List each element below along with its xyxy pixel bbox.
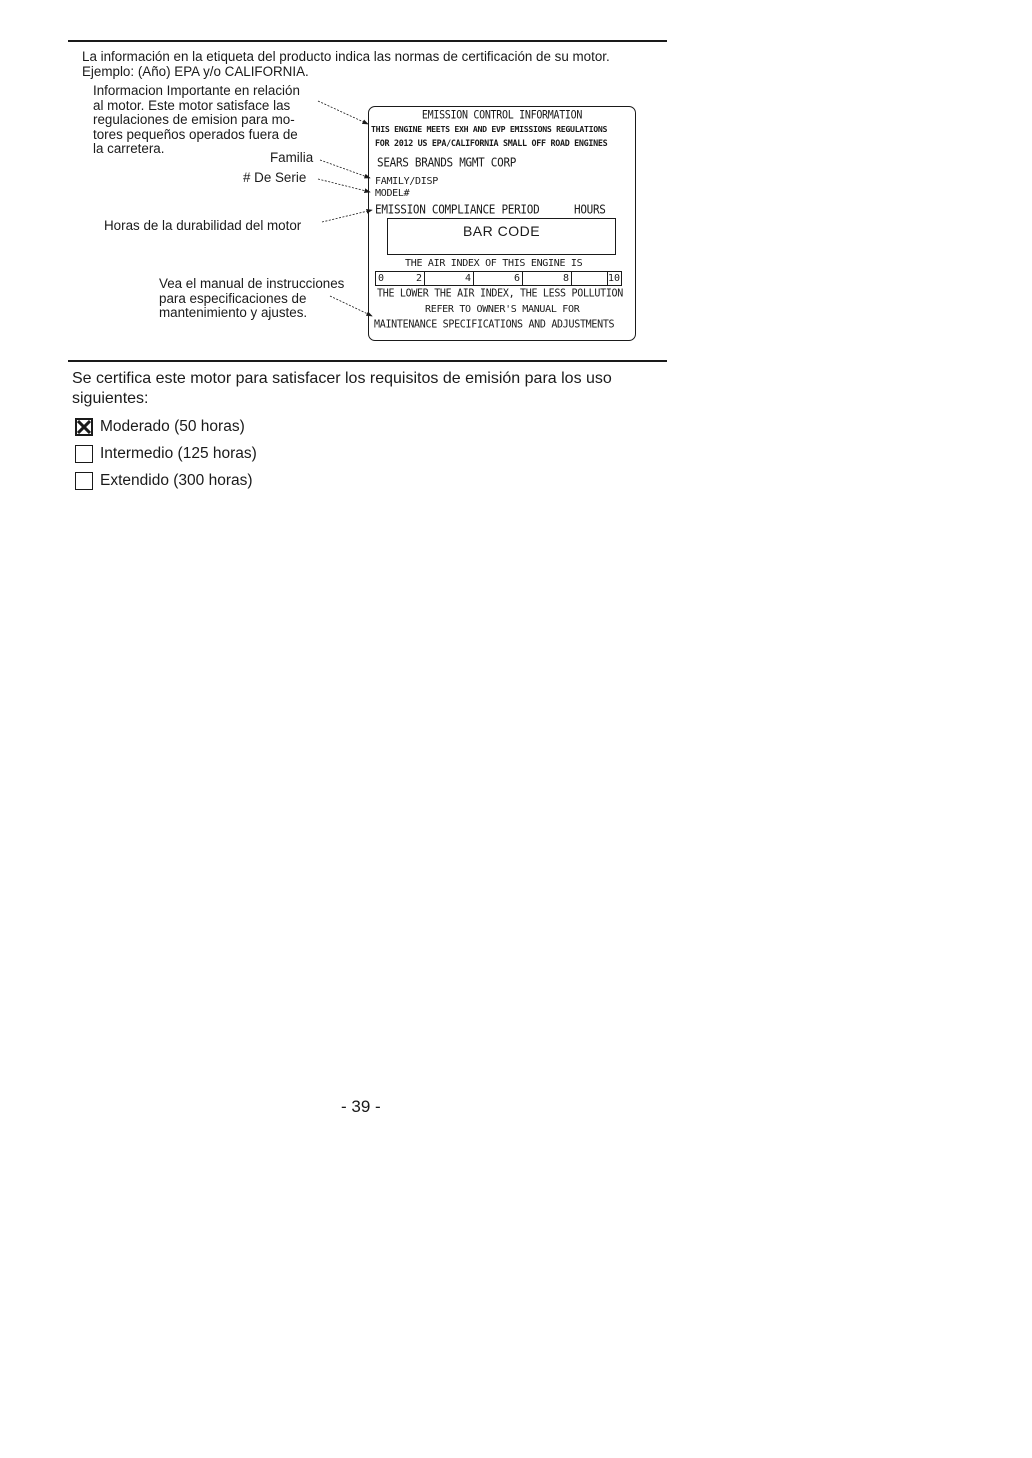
option-moderado[interactable]: [75, 413, 257, 440]
checked-checkbox-icon[interactable]: [75, 418, 93, 436]
option-intermedio[interactable]: [75, 440, 257, 467]
label-for-line: FOR 2012 US EPA/CALIFORNIA SMALL OFF ROAD ENGINES: [375, 138, 608, 148]
intro-line-2: Ejemplo: (Año) EPA y/o CALIFORNIA.: [82, 64, 309, 79]
leader-serie: [318, 179, 370, 192]
scale-tick: [522, 272, 523, 285]
scale-label: 2: [416, 273, 423, 284]
label-maintenance: MAINTENANCE SPECIFICATIONS AND ADJUSTMENTS: [374, 318, 615, 331]
option-label: Intermedio (125 horas): [100, 444, 257, 462]
label-model: MODEL#: [375, 188, 410, 199]
label-hours: HOURS: [574, 202, 606, 217]
callout-info-line: tores pequeños operados fuera de: [93, 126, 298, 142]
callout-manual-line: para especificaciones de: [159, 290, 307, 306]
scale-label: 8: [563, 273, 570, 284]
callout-info-line: Informacion Importante en relación: [93, 83, 300, 98]
page-number: - 39 -: [341, 1097, 381, 1116]
label-period: EMISSION COMPLIANCE PERIOD: [375, 202, 540, 217]
callout-info-line: al motor. Este motor satisface las: [93, 97, 291, 113]
leader-familia: [320, 160, 370, 178]
label-family: FAMILY/DISP: [375, 176, 438, 187]
scale-label: 10: [608, 273, 621, 284]
scale-tick: [473, 272, 474, 285]
label-title: EMISSION CONTROL INFORMATION: [421, 109, 583, 122]
leader-manual: [330, 296, 372, 316]
scale-label: 6: [514, 273, 521, 284]
label-lower: THE LOWER THE AIR INDEX, THE LESS POLLUTION: [377, 287, 623, 300]
scale-tick: [571, 272, 572, 285]
barcode-text: BAR CODE: [462, 223, 541, 239]
callout-info-line: la carretera.: [93, 141, 165, 156]
intro-line-1: La información en la etiqueta del producto indica las normas de certificación de su motor.: [82, 49, 610, 64]
scale-label: 4: [465, 273, 472, 284]
callout-serie: # De Serie: [243, 170, 307, 185]
callout-info-line: regulaciones de emision para mo-: [93, 112, 295, 127]
middle-rule: [68, 360, 667, 362]
option-label: Moderado (50 horas): [100, 417, 245, 435]
certification-text: Se certifica este motor para satisfacer los requisitos de emisión para los uso siguientes:: [72, 370, 612, 407]
barcode-box: [387, 218, 616, 255]
label-company: SEARS BRANDS MGMT CORP: [377, 155, 517, 170]
usage-options: [75, 413, 257, 494]
leader-durabilidad: [322, 210, 372, 222]
leader-info: [318, 101, 368, 124]
callout-manual-line: Vea el manual de instrucciones: [159, 276, 345, 291]
empty-checkbox-icon[interactable]: [75, 445, 93, 463]
label-meets: THIS ENGINE MEETS EXH AND EVP EMISSIONS REGULATIONS: [371, 124, 608, 134]
label-refer: REFER TO OWNER'S MANUAL FOR: [425, 304, 580, 315]
option-extendido[interactable]: [75, 467, 257, 494]
callout-familia: Familia: [270, 150, 314, 165]
scale-label: 0: [378, 273, 385, 284]
callout-manual-line: mantenimiento y ajustes.: [159, 305, 308, 320]
callout-durabilidad: Horas de la durabilidad del motor: [104, 218, 302, 233]
air-index-scale: [375, 271, 622, 286]
emission-label: [368, 106, 636, 341]
option-label: Extendido (300 horas): [100, 471, 253, 489]
empty-checkbox-icon[interactable]: [75, 472, 93, 490]
scale-tick: [424, 272, 425, 285]
label-air-index: THE AIR INDEX OF THIS ENGINE IS: [405, 258, 583, 269]
